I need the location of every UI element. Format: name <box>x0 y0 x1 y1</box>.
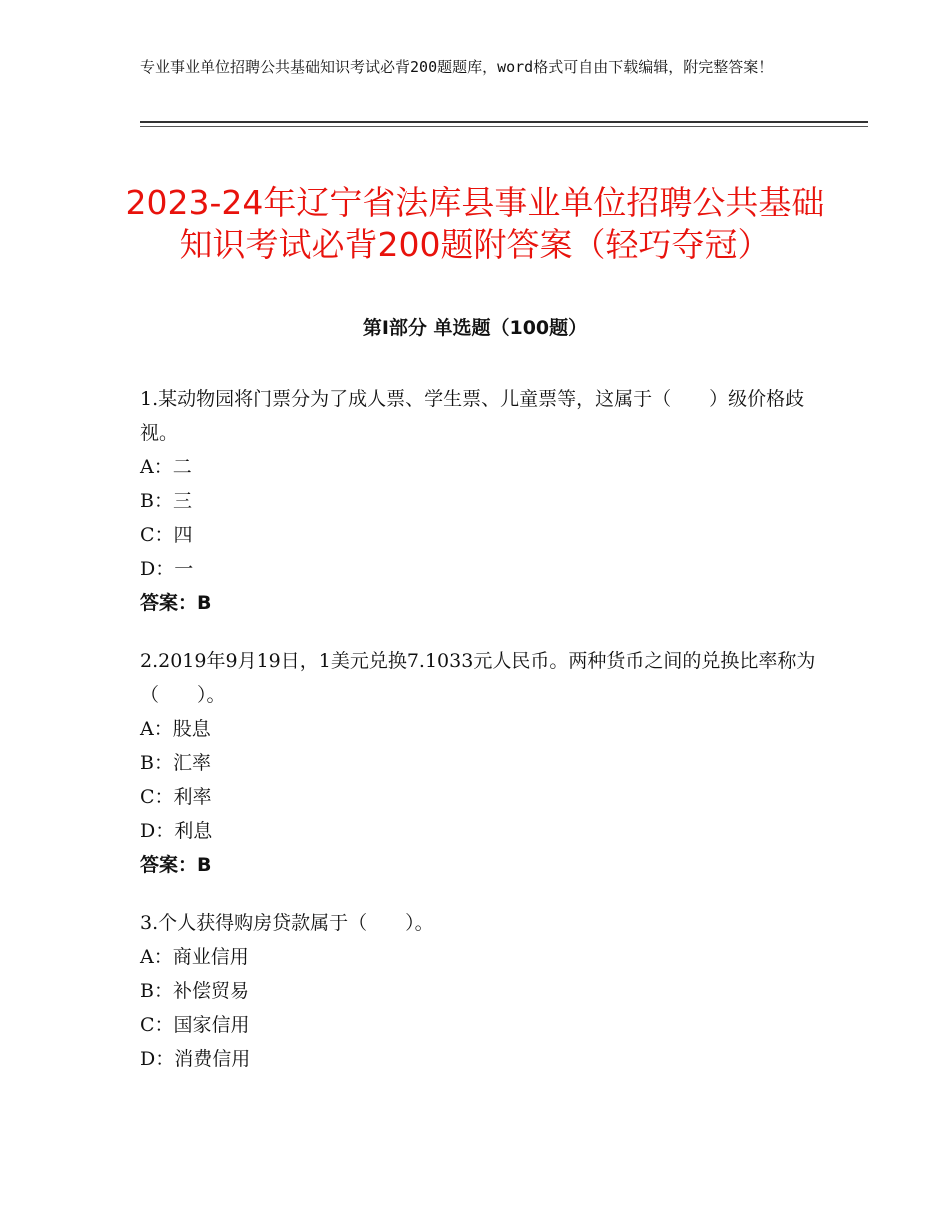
option-d: D：利息 <box>140 820 213 842</box>
question-list <box>140 382 820 1100</box>
header-divider-thin <box>140 126 868 127</box>
option-c: C：国家信用 <box>140 1014 250 1036</box>
option-d: D：一 <box>140 558 194 580</box>
option-c: C：利率 <box>140 786 212 808</box>
answer: 答案：B <box>140 592 212 614</box>
question-1 <box>140 382 820 620</box>
question-stem: 1.某动物园将门票分为了成人票、学生票、儿童票等，这属于（ ）级价格歧视。 <box>140 388 805 444</box>
option-a: A：商业信用 <box>140 946 249 968</box>
option-a: A：二 <box>140 456 192 478</box>
option-b: B：补偿贸易 <box>140 980 249 1002</box>
header-divider-thick <box>140 121 868 123</box>
answer: 答案：B <box>140 854 212 876</box>
question-stem: 2.2019年9月19日，1美元兑换7.1033元人民币。两种货币之间的兑换比率称为（ ）。 <box>140 650 816 706</box>
section-title: 第Ⅰ部分 单选题（100题） <box>362 317 588 339</box>
question-2 <box>140 644 820 882</box>
option-c: C：四 <box>140 524 193 546</box>
question-3 <box>140 906 820 1076</box>
option-d: D：消费信用 <box>140 1048 251 1070</box>
header-note: 专业事业单位招聘公共基础知识考试必背200题题库，word格式可自由下载编辑，附完整答案！ <box>140 58 774 76</box>
option-b: B：三 <box>140 490 192 512</box>
document-title: 2023-24年辽宁省法库县事业单位招聘公共基础知识考试必背200题附答案（轻巧夺冠） <box>125 183 825 265</box>
option-a: A：股息 <box>140 718 211 740</box>
option-b: B：汇率 <box>140 752 211 774</box>
question-stem: 3.个人获得购房贷款属于（ ）。 <box>140 912 434 934</box>
